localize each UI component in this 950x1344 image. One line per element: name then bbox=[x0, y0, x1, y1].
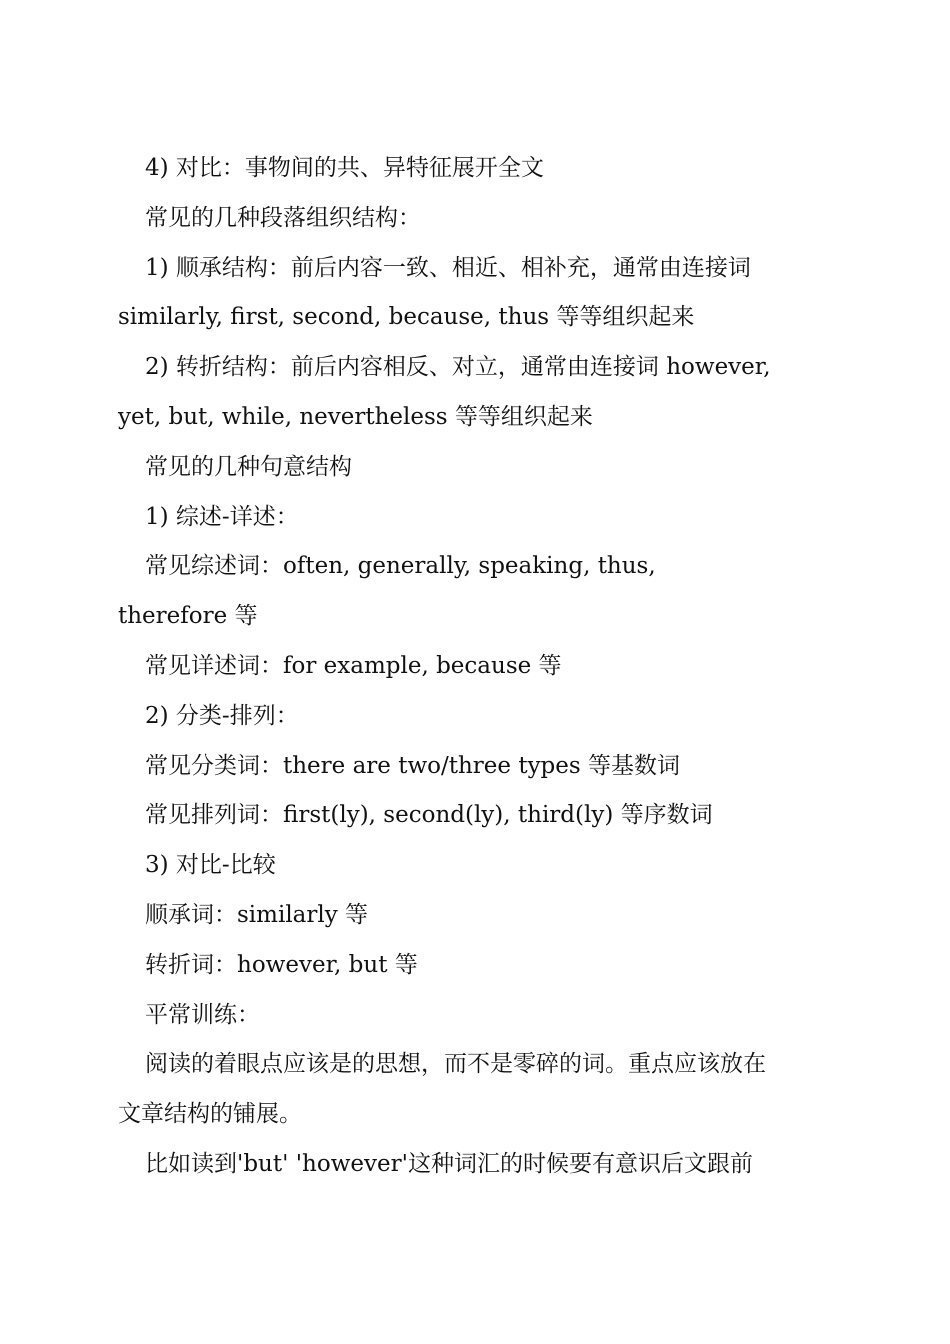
text-line-sequential-connectors: similarly, first, second, because, thus 等等组织起来 bbox=[118, 304, 695, 331]
text-line-sequential-structure: 1) 顺承结构：前后内容一致、相近、相补充，通常由连接词 bbox=[145, 254, 751, 281]
text-line-arrange-words: 常见排列词：first(ly), second(ly), third(ly) 等序数词 bbox=[145, 802, 713, 829]
text-line-transition-structure: 2) 转折结构：前后内容相反、对立，通常由连接词 however, bbox=[145, 354, 771, 381]
text-line-sequential-words: 顺承词：similarly 等 bbox=[145, 901, 369, 928]
text-line-example-but-however: 比如读到'but' 'however'这种词汇的时候要有意识后文跟前 bbox=[145, 1150, 753, 1177]
text-line-contrast-compare: 3) 对比-比较 bbox=[145, 852, 276, 879]
text-line-classify-words: 常见分类词：there are two/three types 等基数词 bbox=[145, 752, 681, 779]
text-line-transition-connectors: yet, but, while, nevertheless 等等组织起来 bbox=[118, 403, 593, 430]
heading-sentence-structures: 常见的几种句意结构 bbox=[145, 453, 352, 480]
text-line-detail-words: 常见详述词：for example, because 等 bbox=[145, 652, 562, 679]
text-line-transition-words: 转折词：however, but 等 bbox=[145, 951, 418, 978]
text-line-summary-detail: 1) 综述-详述： bbox=[145, 503, 299, 530]
text-line-reading-focus: 阅读的着眼点应该是的思想，而不是零碎的词。重点应该放在 bbox=[145, 1051, 766, 1078]
text-line-summary-words-cont: therefore 等 bbox=[118, 603, 258, 630]
heading-paragraph-structures: 常见的几种段落组织结构： bbox=[145, 204, 421, 231]
text-line-contrast-item: 4) 对比：事物间的共、异特征展开全文 bbox=[145, 155, 544, 181]
text-line-classify-arrange: 2) 分类-排列： bbox=[145, 702, 299, 729]
document-body bbox=[118, 144, 834, 1190]
text-line-summary-words: 常见综述词：often, generally, speaking, thus, bbox=[145, 553, 656, 580]
text-line-reading-focus-cont: 文章结构的铺展。 bbox=[118, 1101, 302, 1128]
heading-daily-training: 平常训练： bbox=[145, 1001, 260, 1028]
